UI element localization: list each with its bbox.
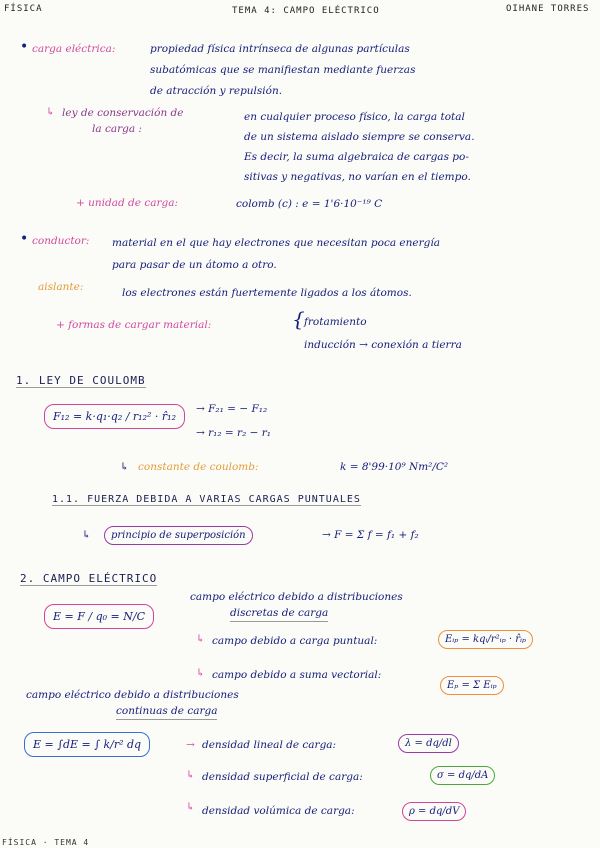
section-title-varias: 1.1. FUERZA DEBIDA A VARIAS CARGAS PUNTUALES	[52, 494, 361, 505]
const-value: k = 8'99·10⁹ Nm²/C²	[340, 461, 449, 473]
const-label: constante de coulomb:	[138, 461, 259, 473]
relation-f21: → F₂₁ = − F₁₂	[196, 403, 268, 415]
term-ley-2: la carga :	[92, 123, 142, 135]
def-unidad: colomb (c) : e = 1'6·10⁻¹⁹ C	[236, 198, 383, 210]
formula-superposicion: → F = Σ f = f₁ + f₂	[322, 529, 419, 541]
formula-lineal: λ = dq/dl	[398, 734, 459, 753]
header-title: TEMA 4: CAMPO ELÉCTRICO	[232, 6, 380, 16]
term-aislante: aislante:	[38, 281, 84, 293]
arrow-icon: ↳	[46, 106, 55, 118]
discretas-2: discretas de carga	[230, 606, 328, 622]
def-ley-3: Es decir, la suma algebraica de cargas po-	[244, 151, 469, 163]
term-ley-1: ley de conservación de	[62, 107, 184, 119]
def-carga-1: propiedad física intrínseca de algunas partículas	[150, 43, 410, 55]
header-subject: FÍSICA	[4, 4, 43, 14]
brace-icon: {	[292, 307, 305, 331]
relation-r12: → r₁₂ = r₂ − r₁	[196, 427, 271, 439]
continuas-2: continuas de carga	[116, 704, 217, 720]
arrow-icon: ↳	[82, 529, 91, 541]
arrow-icon: ↳	[196, 633, 205, 645]
def-carga-3: de atracción y repulsión.	[150, 85, 283, 97]
arrow-icon: ↳	[186, 801, 195, 813]
arrow-icon: ↳	[186, 769, 195, 781]
formula-suma: Eₚ = Σ Eᵢₚ	[440, 676, 504, 695]
formas-item-1: frotamiento	[304, 316, 367, 328]
footer-text: FÍSICA · TEMA 4	[2, 838, 90, 847]
term-carga: carga eléctrica:	[32, 43, 116, 55]
densidad-volumica: densidad volúmica de carga:	[202, 805, 355, 817]
bullet: •	[20, 39, 29, 55]
bullet: •	[20, 231, 29, 247]
term-formas: + formas de cargar material:	[56, 319, 212, 331]
arrow-icon: ↳	[196, 667, 205, 679]
def-aislante: los electrones están fuertemente ligados a los átomos.	[122, 287, 412, 299]
continuas-1: campo eléctrico debido a distribuciones	[26, 689, 239, 701]
formula-integral: E = ∫dE = ∫ k/r² dq	[24, 732, 150, 757]
densidad-superficial: densidad superficial de carga:	[202, 771, 363, 783]
formula-campo: E = F / q₀ = N/C	[44, 604, 154, 629]
campo-suma: campo debido a suma vectorial:	[212, 669, 382, 681]
def-conductor-2: para pasar de un átomo a otro.	[112, 259, 277, 271]
def-carga-2: subatómicas que se manifiestan mediante fuerzas	[150, 64, 416, 76]
formula-volumica: ρ = dq/dV	[402, 802, 466, 821]
def-conductor-1: material en el que hay electrones que necesitan poca energía	[112, 237, 440, 249]
principio-superposicion: principio de superposición	[104, 526, 253, 545]
section-title-campo: 2. CAMPO ELÉCTRICO	[20, 572, 158, 585]
formula-superficial: σ = dq/dA	[430, 766, 495, 785]
formas-item-2: inducción → conexión a tierra	[304, 339, 462, 351]
def-ley-2: de un sistema aislado siempre se conserva.	[244, 131, 475, 143]
def-ley-4: sitivas y negativas, no varían en el tiempo.	[244, 171, 471, 183]
densidad-lineal: densidad lineal de carga:	[202, 739, 337, 751]
formula-coulomb: F₁₂ = k·q₁·q₂ / r₁₂² · r̂₁₂	[44, 404, 185, 429]
campo-puntual: campo debido a carga puntual:	[212, 635, 378, 647]
header-author: OIHANE TORRES	[506, 4, 590, 14]
formula-puntual: Eᵢₚ = kqᵢ/r²ᵢₚ · r̂ᵢₚ	[438, 630, 533, 649]
section-title-coulomb: 1. LEY DE COULOMB	[16, 374, 146, 387]
term-conductor: conductor:	[32, 235, 90, 247]
def-ley-1: en cualquier proceso físico, la carga total	[244, 111, 465, 123]
arrow-icon: →	[186, 739, 195, 751]
arrow-icon: ↳	[120, 461, 129, 473]
term-unidad: + unidad de carga:	[76, 197, 179, 209]
discretas-1: campo eléctrico debido a distribuciones	[190, 591, 403, 603]
